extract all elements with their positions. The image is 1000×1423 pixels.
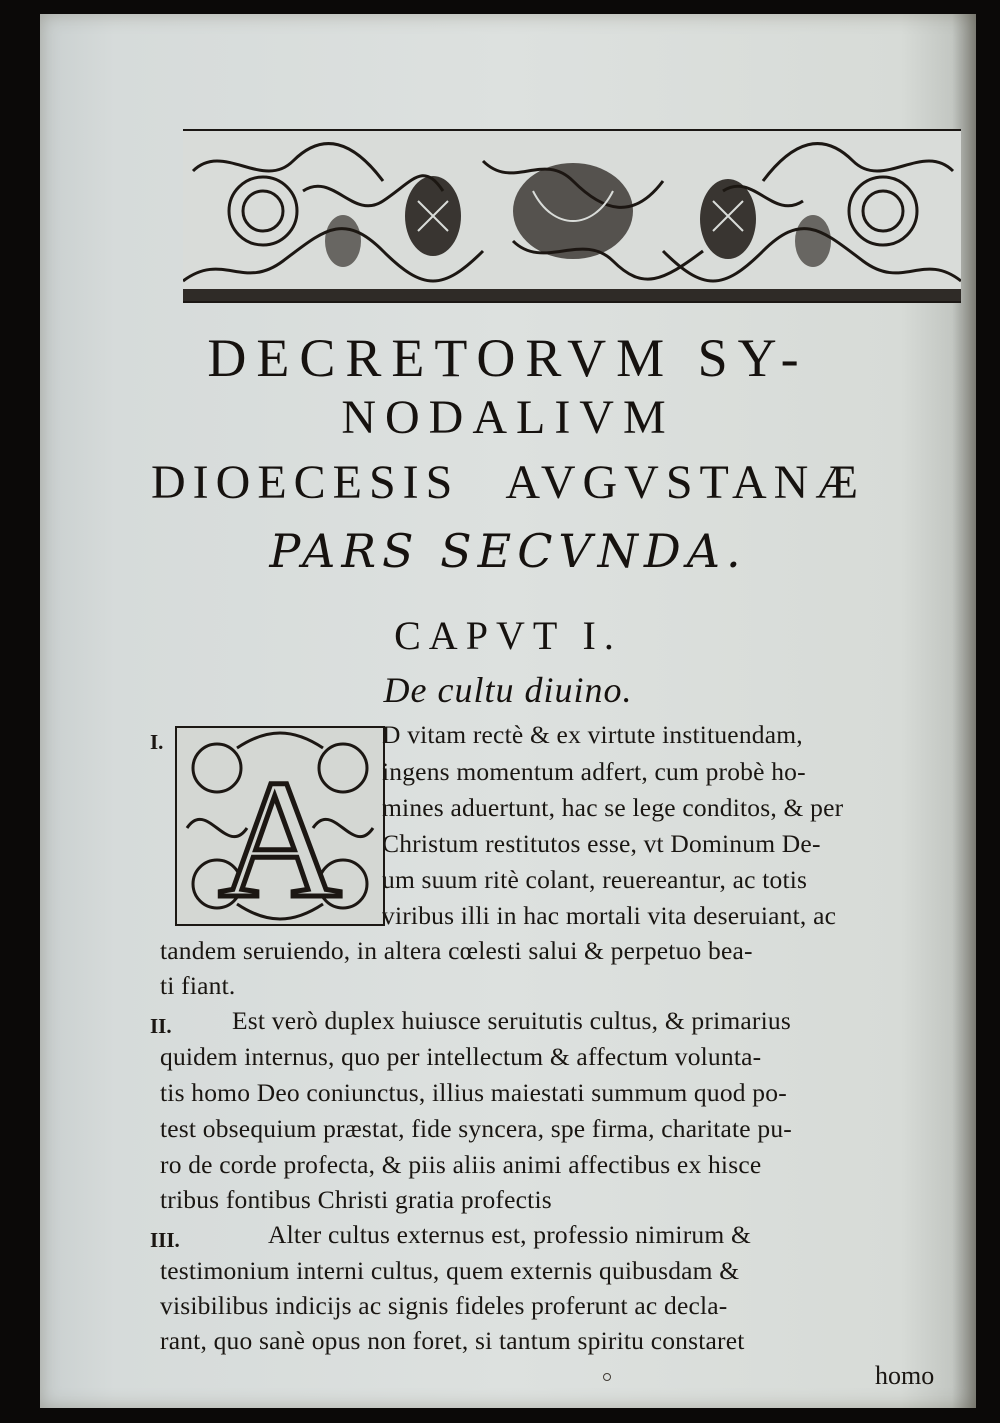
- p1-line: tandem seruiendo, in altera cœlesti salui & perpetuo bea-: [160, 936, 753, 965]
- book-page: [40, 14, 976, 1408]
- p2-line: test obsequium præstat, fide syncera, spe firma, charitate pu-: [160, 1114, 792, 1143]
- p3-line: testimonium interni cultus, quem externis quibusdam &: [160, 1256, 740, 1285]
- p1-line: mines aduertunt, hac se lege conditos, & per: [382, 793, 844, 822]
- p2-line: ro de corde profecta, & piis aliis animi affectibus ex hisce: [160, 1150, 762, 1179]
- p3-line: visibilibus indicijs ac signis fideles proferunt ac decla-: [160, 1291, 728, 1320]
- p2-line: quidem internus, quo per intellectum & affectum volunta-: [160, 1042, 762, 1071]
- p1-line: um suum ritè colant, reuereantur, ac totis: [382, 865, 808, 894]
- p1-line: ingens momentum adfert, cum probè ho-: [382, 757, 806, 786]
- pars-heading: PARS SECVNDA.: [269, 524, 747, 578]
- p2-line: Est verò duplex huiusce seruitutis cultus, & primarius: [232, 1006, 791, 1035]
- p3-line: Alter cultus externus est, professio nimirum &: [268, 1220, 751, 1249]
- woodcut-headpiece: [183, 129, 961, 303]
- catchword: homo: [875, 1361, 935, 1390]
- ink-dot: [603, 1373, 611, 1381]
- paragraph-number-3: III.: [150, 1228, 180, 1252]
- p1-line: viribus illi in hac mortali vita deseruiant, ac: [382, 901, 837, 930]
- title-line-3: [40, 455, 976, 510]
- p1-line: Christum restitutos esse, vt Dominum De-: [382, 829, 821, 858]
- title-line-2: NODALIVM: [341, 391, 675, 444]
- paragraph-number-2: II.: [150, 1014, 172, 1038]
- drop-cap-letter: A: [218, 745, 342, 924]
- p2-line: tis homo Deo coniunctus, illius maiestati summum quod po-: [160, 1078, 787, 1107]
- chapter-subtitle: De cultu diuino.: [383, 670, 633, 710]
- title-word-dioecesis: DIOECESIS: [151, 456, 460, 509]
- p3-line: rant, quo sanè opus non foret, si tantum spiritu constaret: [160, 1326, 745, 1355]
- p2-line: tribus fontibus Christi gratia profectis: [160, 1185, 552, 1214]
- title-word-augustanae: AVGVSTANÆ: [505, 456, 865, 509]
- drop-cap-initial: [175, 726, 385, 926]
- title-line-1: DECRETORVM SY-: [207, 328, 809, 388]
- p1-line: D vitam rectè & ex virtute instituendam,: [382, 720, 803, 749]
- p1-line: ti fiant.: [160, 971, 236, 1000]
- chapter-heading: CAPVT I.: [394, 613, 622, 658]
- paragraph-number-1: I.: [150, 730, 164, 754]
